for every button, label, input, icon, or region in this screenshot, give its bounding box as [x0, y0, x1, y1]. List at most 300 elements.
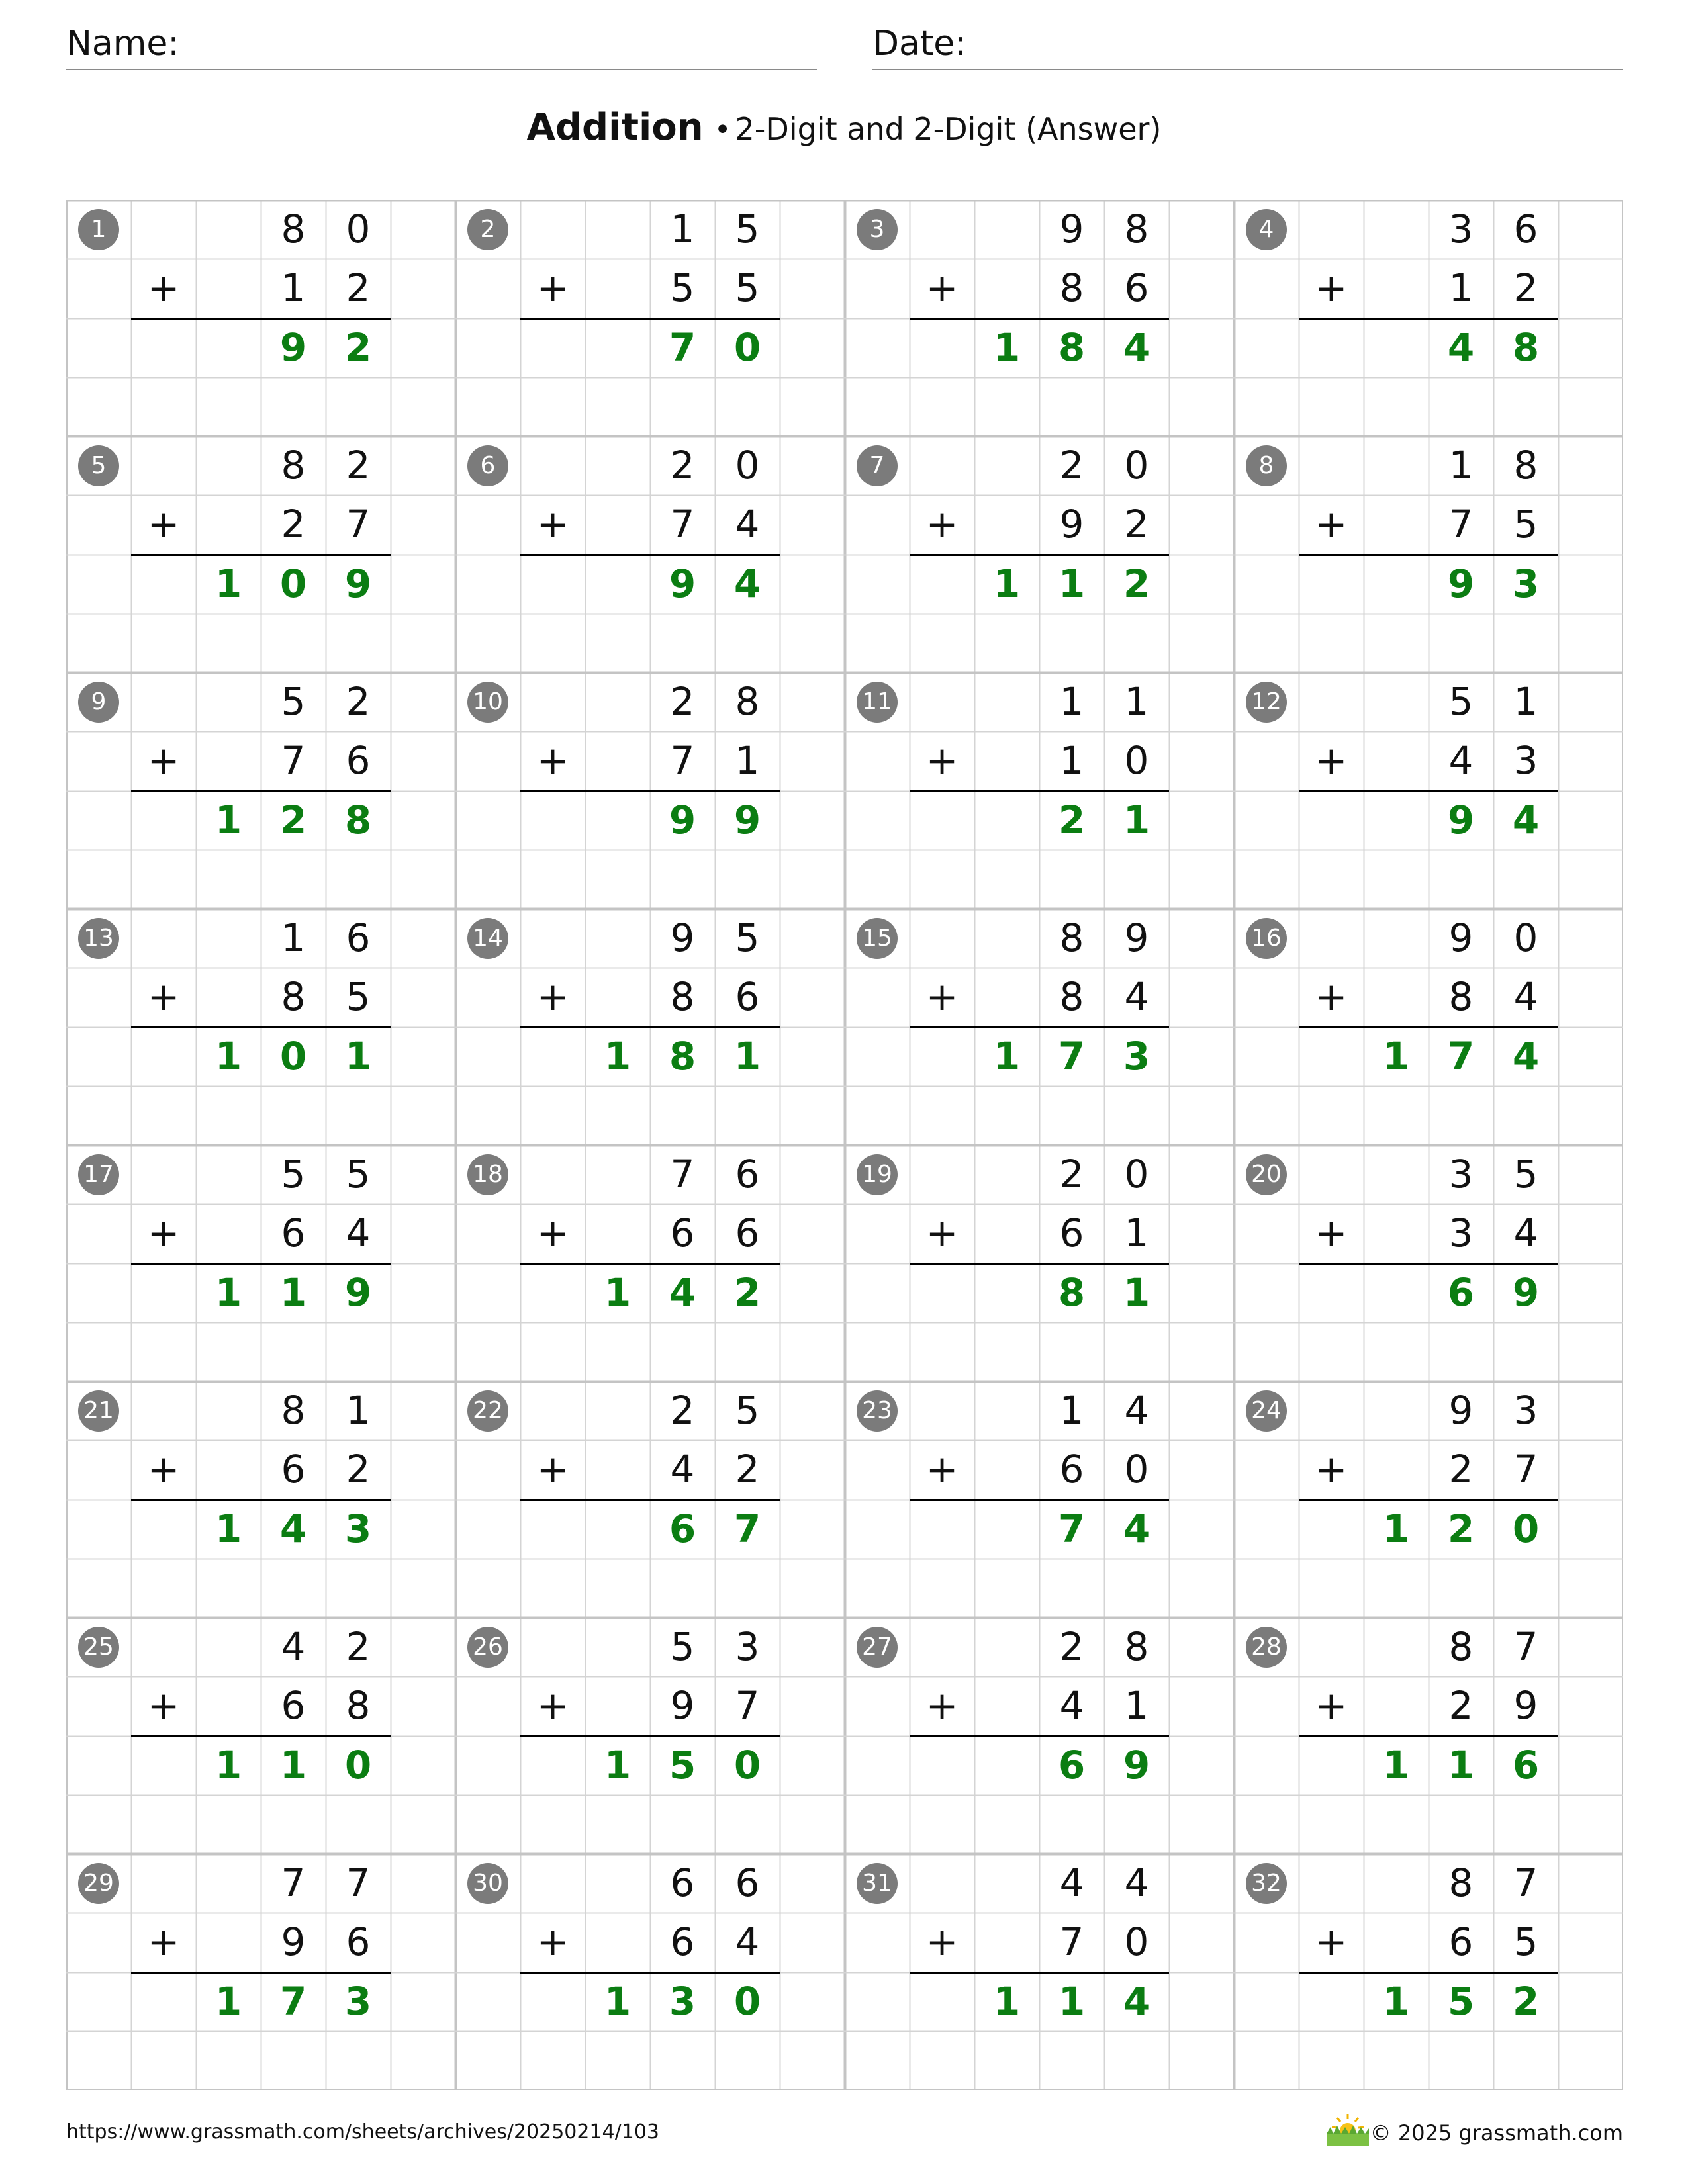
top-digit: 6 — [735, 1860, 760, 1905]
problem-22 — [455, 1381, 845, 1617]
plus-sign: + — [536, 974, 569, 1020]
sum-rule-line — [1299, 1263, 1558, 1265]
bottom-digit — [1364, 1440, 1429, 1499]
date-field[interactable] — [872, 25, 1623, 70]
answer-digit: 0 — [733, 1742, 761, 1788]
answer-digit: 8 — [344, 797, 372, 842]
sum-rule-line — [520, 1735, 780, 1737]
bottom-digit — [1364, 968, 1429, 1026]
sum-rule-line — [520, 1499, 780, 1501]
answer-digit: 4 — [1512, 797, 1540, 842]
top-digit: 9 — [1448, 1388, 1474, 1433]
bottom-digit: 6 — [346, 738, 371, 784]
top-digit: 0 — [1124, 1152, 1149, 1197]
problem-17 — [66, 1145, 455, 1381]
top-digit: 8 — [281, 443, 306, 488]
answer-digit: 1 — [279, 1742, 307, 1788]
top-digit: 2 — [346, 679, 371, 724]
top-digit: 3 — [1448, 1152, 1474, 1197]
top-digit: 9 — [1124, 915, 1149, 960]
top-digit: 8 — [281, 206, 306, 251]
plus-sign: + — [925, 265, 959, 311]
top-digit — [974, 909, 1039, 968]
top-digit: 1 — [1513, 679, 1538, 724]
top-digit: 1 — [281, 915, 306, 960]
answer-digit: 9 — [1123, 1742, 1150, 1788]
answer-digit — [1364, 555, 1429, 614]
top-digit — [585, 436, 650, 495]
plus-sign: + — [147, 1919, 180, 1965]
problem-number-badge: 5 — [78, 445, 119, 486]
top-digit — [1364, 1145, 1429, 1204]
bottom-digit — [585, 968, 650, 1026]
top-digit: 5 — [1448, 679, 1474, 724]
top-digit: 8 — [1448, 1860, 1474, 1905]
plus-sign: + — [147, 738, 180, 784]
top-digit: 1 — [670, 206, 695, 251]
plus-sign: + — [1315, 974, 1348, 1020]
problem-15 — [845, 909, 1234, 1145]
problem-32 — [1234, 1854, 1623, 2090]
bottom-digit: 4 — [1124, 974, 1149, 1020]
bottom-digit: 2 — [1513, 265, 1538, 311]
top-digit: 1 — [1448, 443, 1474, 488]
plus-sign: + — [1315, 1210, 1348, 1256]
answer-digit: 9 — [344, 1269, 372, 1315]
problem-number-badge: 9 — [78, 682, 119, 723]
answer-digit: 1 — [1058, 1978, 1086, 2024]
answer-digit — [196, 318, 261, 377]
bottom-digit: 2 — [1448, 1447, 1474, 1492]
problem-2 — [455, 200, 845, 436]
answer-digit: 4 — [1123, 1978, 1150, 2024]
footer-url: https://www.grassmath.com/sheets/archives/20250214/103 — [66, 2120, 660, 2144]
bottom-digit: 6 — [1124, 265, 1149, 311]
answer-digit: 4 — [1447, 324, 1475, 370]
top-digit: 5 — [281, 679, 306, 724]
bottom-digit: 1 — [1124, 1210, 1149, 1256]
answer-digit: 2 — [1447, 1506, 1475, 1551]
top-digit: 4 — [1059, 1860, 1084, 1905]
bottom-digit: 9 — [670, 1683, 695, 1729]
problem-number-badge: 31 — [857, 1863, 898, 1904]
top-digit — [196, 436, 261, 495]
problem-16 — [1234, 909, 1623, 1145]
sum-rule-line — [910, 790, 1169, 792]
problem-number-badge: 28 — [1246, 1627, 1287, 1668]
sum-rule-line — [131, 554, 391, 556]
problem-24 — [1234, 1381, 1623, 1617]
top-digit — [974, 672, 1039, 731]
top-digit: 2 — [670, 1388, 695, 1433]
problem-10 — [455, 672, 845, 909]
answer-digit — [974, 1500, 1039, 1559]
bottom-digit: 4 — [735, 502, 760, 547]
name-field[interactable] — [66, 25, 817, 70]
plus-sign: + — [536, 1210, 569, 1256]
top-digit: 0 — [1124, 443, 1149, 488]
answer-digit: 7 — [279, 1978, 307, 2024]
plus-sign: + — [1315, 1447, 1348, 1492]
problem-3 — [845, 200, 1234, 436]
top-digit: 7 — [670, 1152, 695, 1197]
answer-digit: 2 — [344, 324, 372, 370]
problem-25 — [66, 1617, 455, 1854]
top-digit: 5 — [735, 1388, 760, 1433]
problem-4 — [1234, 200, 1623, 436]
top-digit — [196, 1381, 261, 1440]
problem-number-badge: 21 — [78, 1390, 119, 1432]
answer-digit: 2 — [279, 797, 307, 842]
answer-digit: 1 — [214, 1742, 242, 1788]
bottom-digit: 1 — [1124, 1683, 1149, 1729]
plus-sign: + — [925, 1919, 959, 1965]
sum-rule-line — [131, 1735, 391, 1737]
bottom-digit — [1364, 495, 1429, 554]
plus-sign: + — [536, 502, 569, 547]
bottom-digit: 8 — [1448, 974, 1474, 1020]
bottom-digit: 0 — [1124, 738, 1149, 784]
bottom-digit — [196, 968, 261, 1026]
problem-28 — [1234, 1617, 1623, 1854]
top-digit — [196, 200, 261, 259]
bottom-digit: 1 — [735, 738, 760, 784]
bottom-digit: 2 — [346, 265, 371, 311]
bottom-digit: 6 — [735, 974, 760, 1020]
answer-digit — [1364, 318, 1429, 377]
top-digit: 8 — [1124, 1624, 1149, 1669]
problem-11 — [845, 672, 1234, 909]
bottom-digit — [585, 1440, 650, 1499]
bottom-digit: 0 — [1124, 1919, 1149, 1965]
problem-26 — [455, 1617, 845, 1854]
bottom-digit — [1364, 1913, 1429, 1972]
footer-copyright: © 2025 grassmath.com — [1370, 2120, 1623, 2146]
problem-number-badge: 24 — [1246, 1390, 1287, 1432]
top-digit — [974, 436, 1039, 495]
problem-number-badge: 12 — [1246, 682, 1287, 723]
top-digit: 8 — [1059, 915, 1084, 960]
answer-digit: 9 — [344, 561, 372, 606]
answer-digit: 1 — [279, 1269, 307, 1315]
answer-digit: 9 — [733, 797, 761, 842]
answer-digit: 6 — [1058, 1742, 1086, 1788]
bottom-digit: 6 — [1059, 1447, 1084, 1492]
top-digit — [585, 1145, 650, 1204]
bottom-digit: 8 — [281, 974, 306, 1020]
bottom-digit — [196, 1676, 261, 1735]
bottom-digit: 7 — [670, 738, 695, 784]
bottom-digit: 4 — [670, 1447, 695, 1492]
title-subtitle: 2-Digit and 2-Digit (Answer) — [735, 111, 1162, 147]
answer-digit — [585, 791, 650, 850]
bottom-digit: 7 — [1448, 502, 1474, 547]
top-digit — [585, 1381, 650, 1440]
sum-rule-line — [131, 790, 391, 792]
bottom-digit: 6 — [281, 1683, 306, 1729]
answer-digit: 9 — [279, 324, 307, 370]
answer-digit: 9 — [1512, 1269, 1540, 1315]
problem-number-badge: 13 — [78, 918, 119, 959]
bottom-digit — [1364, 1204, 1429, 1263]
problem-number-badge: 16 — [1246, 918, 1287, 959]
top-digit — [196, 909, 261, 968]
sum-rule-line — [1299, 790, 1558, 792]
bottom-digit: 2 — [1448, 1683, 1474, 1729]
answer-digit: 1 — [993, 324, 1021, 370]
top-digit — [974, 1617, 1039, 1676]
sum-rule-line — [520, 790, 780, 792]
top-digit: 8 — [1448, 1624, 1474, 1669]
answer-digit: 4 — [1123, 324, 1150, 370]
problem-9 — [66, 672, 455, 909]
answer-digit: 2 — [1123, 561, 1150, 606]
answer-digit — [974, 791, 1039, 850]
bottom-digit — [974, 1440, 1039, 1499]
top-digit: 3 — [735, 1624, 760, 1669]
sum-rule-line — [131, 1972, 391, 1974]
problem-number-badge: 23 — [857, 1390, 898, 1432]
top-digit — [585, 909, 650, 968]
sum-rule-line — [131, 1499, 391, 1501]
answer-digit — [585, 1500, 650, 1559]
plus-sign: + — [536, 1683, 569, 1729]
answer-digit: 1 — [214, 1033, 242, 1079]
answer-digit: 3 — [1512, 561, 1540, 606]
bottom-digit — [585, 1676, 650, 1735]
top-digit — [196, 1145, 261, 1204]
plus-sign: + — [147, 1210, 180, 1256]
problem-8 — [1234, 436, 1623, 672]
top-digit: 0 — [1513, 915, 1538, 960]
problem-number-badge: 1 — [78, 209, 119, 250]
top-digit: 9 — [670, 915, 695, 960]
bottom-digit — [585, 1913, 650, 1972]
problem-number-badge: 22 — [467, 1390, 508, 1432]
problem-30 — [455, 1854, 845, 2090]
problem-29 — [66, 1854, 455, 2090]
bottom-digit: 7 — [1513, 1447, 1538, 1492]
answer-digit: 7 — [1447, 1033, 1475, 1079]
top-digit: 1 — [346, 1388, 371, 1433]
answer-digit: 2 — [1058, 797, 1086, 842]
answer-digit: 4 — [1512, 1033, 1540, 1079]
top-digit: 6 — [1513, 206, 1538, 251]
answer-digit — [1364, 1263, 1429, 1322]
sum-rule-line — [1299, 1026, 1558, 1028]
plus-sign: + — [536, 1919, 569, 1965]
bottom-digit: 6 — [670, 1919, 695, 1965]
date-label: Date: — [872, 24, 966, 64]
plus-sign: + — [147, 265, 180, 311]
top-digit: 9 — [1059, 206, 1084, 251]
problem-number-badge: 11 — [857, 682, 898, 723]
answer-digit: 4 — [733, 561, 761, 606]
top-digit — [1364, 436, 1429, 495]
bottom-digit: 6 — [735, 1210, 760, 1256]
bottom-digit: 7 — [1059, 1919, 1084, 1965]
top-digit: 0 — [346, 206, 371, 251]
answer-digit: 1 — [1123, 797, 1150, 842]
bottom-digit: 6 — [281, 1447, 306, 1492]
top-digit — [1364, 1854, 1429, 1913]
bottom-digit — [974, 259, 1039, 318]
top-digit: 4 — [1124, 1860, 1149, 1905]
bottom-digit — [974, 968, 1039, 1026]
sum-rule-line — [520, 1263, 780, 1265]
answer-digit: 0 — [279, 1033, 307, 1079]
problem-14 — [455, 909, 845, 1145]
top-digit: 5 — [281, 1152, 306, 1197]
bottom-digit: 4 — [1448, 738, 1474, 784]
bottom-digit — [974, 731, 1039, 790]
bottom-digit: 8 — [670, 974, 695, 1020]
plus-sign: + — [925, 1210, 959, 1256]
top-digit: 2 — [1059, 1624, 1084, 1669]
bottom-digit — [585, 495, 650, 554]
problem-23 — [845, 1381, 1234, 1617]
answer-digit: 1 — [1382, 1742, 1410, 1788]
bottom-digit: 4 — [1513, 974, 1538, 1020]
problem-27 — [845, 1617, 1234, 1854]
problem-21 — [66, 1381, 455, 1617]
top-digit: 4 — [1124, 1388, 1149, 1433]
sum-rule-line — [1299, 554, 1558, 556]
bottom-digit — [1364, 259, 1429, 318]
sum-rule-line — [520, 554, 780, 556]
top-digit — [974, 1145, 1039, 1204]
answer-digit — [974, 1263, 1039, 1322]
top-digit: 6 — [670, 1860, 695, 1905]
top-digit: 2 — [670, 443, 695, 488]
sum-rule-line — [1299, 1972, 1558, 1974]
bottom-digit: 0 — [1124, 1447, 1149, 1492]
top-digit — [1364, 909, 1429, 968]
problem-number-badge: 32 — [1246, 1863, 1287, 1904]
problem-number-badge: 2 — [467, 209, 508, 250]
title-separator: • — [714, 113, 731, 147]
problem-number-badge: 7 — [857, 445, 898, 486]
top-digit — [585, 1854, 650, 1913]
top-digit — [196, 1854, 261, 1913]
bottom-digit — [196, 259, 261, 318]
top-digit: 7 — [1513, 1860, 1538, 1905]
bottom-digit: 8 — [346, 1683, 371, 1729]
bottom-digit: 5 — [670, 265, 695, 311]
bottom-digit: 9 — [281, 1919, 306, 1965]
plus-sign: + — [925, 974, 959, 1020]
top-digit — [196, 672, 261, 731]
top-digit: 1 — [1059, 1388, 1084, 1433]
answer-digit: 3 — [344, 1978, 372, 2024]
bottom-digit: 6 — [281, 1210, 306, 1256]
sum-rule-line — [910, 1735, 1169, 1737]
problem-number-badge: 30 — [467, 1863, 508, 1904]
problem-1 — [66, 200, 455, 436]
answer-digit: 7 — [1058, 1033, 1086, 1079]
top-digit — [585, 200, 650, 259]
bottom-digit: 7 — [670, 502, 695, 547]
plus-sign: + — [925, 1683, 959, 1729]
top-digit: 8 — [1124, 206, 1149, 251]
bottom-digit: 5 — [1513, 1919, 1538, 1965]
top-digit — [1364, 672, 1429, 731]
top-digit: 6 — [346, 915, 371, 960]
problem-number-badge: 26 — [467, 1627, 508, 1668]
bottom-digit — [585, 731, 650, 790]
sum-rule-line — [910, 1026, 1169, 1028]
problem-number-badge: 15 — [857, 918, 898, 959]
top-digit: 2 — [670, 679, 695, 724]
top-digit — [1364, 1617, 1429, 1676]
bottom-digit: 1 — [281, 265, 306, 311]
answer-digit: 1 — [733, 1033, 761, 1079]
problem-number-badge: 8 — [1246, 445, 1287, 486]
top-digit: 2 — [346, 1624, 371, 1669]
bottom-digit: 9 — [1513, 1683, 1538, 1729]
answer-digit: 1 — [1382, 1033, 1410, 1079]
top-digit: 5 — [735, 206, 760, 251]
problem-number-badge: 19 — [857, 1154, 898, 1195]
sum-rule-line — [910, 1263, 1169, 1265]
bottom-digit: 8 — [1059, 974, 1084, 1020]
top-digit: 8 — [281, 1388, 306, 1433]
top-digit — [196, 1617, 261, 1676]
top-digit — [974, 1381, 1039, 1440]
answer-digit: 5 — [1447, 1978, 1475, 2024]
answer-digit: 9 — [669, 561, 696, 606]
bottom-digit: 6 — [1059, 1210, 1084, 1256]
answer-digit: 7 — [1058, 1506, 1086, 1551]
answer-digit: 0 — [344, 1742, 372, 1788]
bottom-digit: 1 — [1448, 265, 1474, 311]
answer-digit: 1 — [214, 797, 242, 842]
top-digit: 6 — [735, 1152, 760, 1197]
answer-digit: 8 — [1058, 1269, 1086, 1315]
bottom-digit: 8 — [1059, 265, 1084, 311]
answer-digit: 1 — [344, 1033, 372, 1079]
problem-number-badge: 29 — [78, 1863, 119, 1904]
top-digit: 5 — [670, 1624, 695, 1669]
answer-digit: 1 — [1123, 1269, 1150, 1315]
sum-rule-line — [520, 1972, 780, 1974]
bottom-digit: 7 — [346, 502, 371, 547]
answer-digit: 4 — [1123, 1506, 1150, 1551]
bottom-digit: 4 — [346, 1210, 371, 1256]
answer-digit: 0 — [279, 561, 307, 606]
problem-number-badge: 3 — [857, 209, 898, 250]
problem-number-badge: 6 — [467, 445, 508, 486]
problem-6 — [455, 436, 845, 672]
bottom-digit — [196, 495, 261, 554]
top-digit: 5 — [1513, 1152, 1538, 1197]
plus-sign: + — [925, 1447, 959, 1492]
top-digit — [974, 1854, 1039, 1913]
sum-rule-line — [910, 554, 1169, 556]
bottom-digit: 5 — [346, 974, 371, 1020]
sum-rule-line — [520, 1026, 780, 1028]
answer-digit: 1 — [993, 1033, 1021, 1079]
top-digit: 2 — [346, 443, 371, 488]
answer-digit: 1 — [993, 561, 1021, 606]
answer-digit: 3 — [1123, 1033, 1150, 1079]
top-digit — [1364, 200, 1429, 259]
bottom-digit — [974, 1913, 1039, 1972]
answer-digit: 9 — [669, 797, 696, 842]
problem-number-badge: 17 — [78, 1154, 119, 1195]
bottom-digit: 7 — [735, 1683, 760, 1729]
answer-digit: 2 — [1512, 1978, 1540, 2024]
